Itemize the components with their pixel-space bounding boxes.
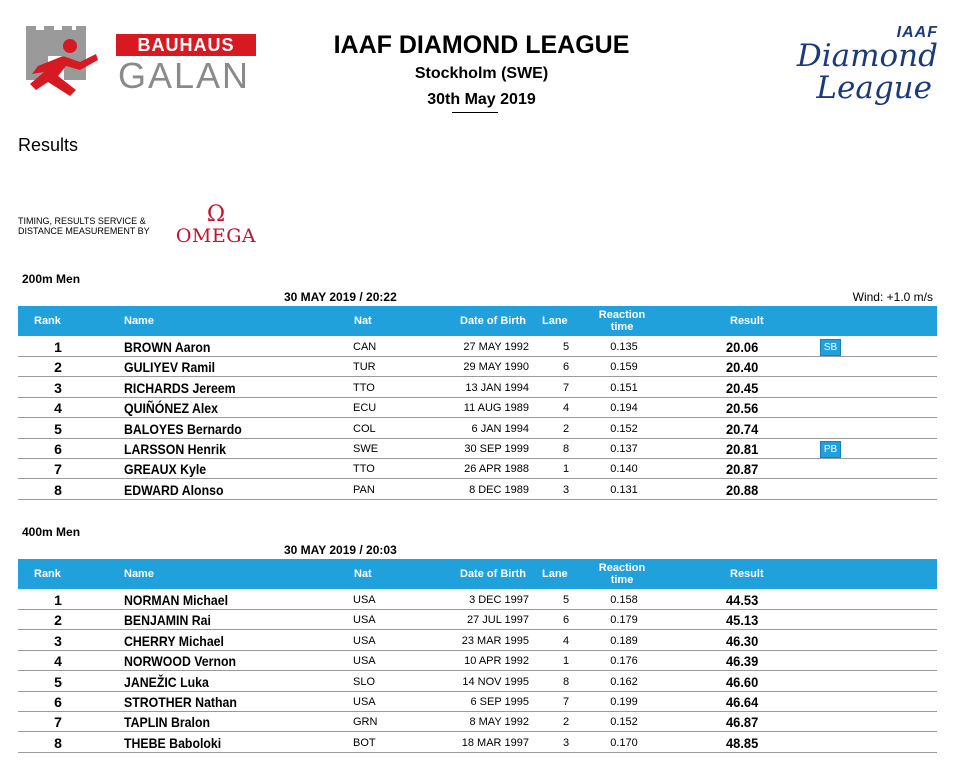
row-athlete-name: JANEŽIC Luka	[124, 673, 209, 690]
row-lane: 2	[562, 422, 570, 435]
row-rank: 8	[54, 734, 62, 751]
row-athlete-name: TAPLIN Bralon	[124, 714, 211, 731]
row-reaction-time: 0.179	[610, 614, 638, 627]
row-result: 45.13	[726, 612, 759, 629]
row-date-of-birth: 13 JAN 1994	[465, 381, 529, 394]
row-rank: 7	[54, 714, 62, 731]
col-result: Result	[730, 315, 764, 327]
row-lane: 1	[562, 655, 570, 668]
col-name: Name	[124, 315, 154, 327]
row-date-of-birth: 30 SEP 1999	[464, 443, 529, 455]
row-reaction-time: 0.159	[610, 361, 638, 374]
row-reaction-time: 0.189	[610, 634, 638, 647]
col-dob: Date of Birth	[460, 568, 526, 580]
table-row	[0, 712, 963, 732]
col-reaction	[596, 309, 648, 333]
timing-credit-line1: TIMING, RESULTS SERVICE &	[18, 216, 146, 226]
row-athlete-name: CHERRY Michael	[124, 632, 224, 649]
row-nationality: TTO	[353, 381, 375, 394]
record-badge: PB	[820, 441, 841, 458]
row-result: 46.87	[726, 714, 759, 731]
row-date-of-birth: 8 DEC 1989	[469, 483, 529, 496]
col-lane: Lane	[542, 568, 568, 580]
row-lane: 8	[562, 675, 570, 688]
row-result: 20.88	[726, 481, 759, 498]
row-date-of-birth: 26 APR 1988	[464, 463, 529, 476]
timing-credit-line2: DISTANCE MEASUREMENT BY	[18, 226, 150, 236]
row-reaction-time: 0.170	[610, 736, 638, 749]
event-title: 400m Men	[22, 525, 81, 539]
table-row	[0, 610, 963, 630]
row-nationality: SWE	[353, 443, 379, 455]
row-lane: 8	[562, 443, 570, 455]
row-nationality: PAN	[353, 483, 375, 496]
row-lane: 2	[562, 716, 570, 729]
row-result: 20.40	[726, 359, 759, 376]
row-rank: 8	[54, 481, 62, 498]
row-date-of-birth: 27 MAY 1992	[463, 341, 529, 353]
row-rank: 7	[54, 461, 62, 478]
row-reaction-time: 0.152	[610, 422, 638, 435]
table-row	[0, 459, 963, 479]
event-datetime: 30 MAY 2019 / 20:22	[284, 290, 397, 304]
row-rank: 1	[54, 339, 62, 355]
row-rank: 4	[54, 400, 62, 417]
row-date-of-birth: 18 MAR 1997	[461, 736, 529, 749]
row-result: 20.06	[726, 339, 759, 355]
row-date-of-birth: 27 JUL 1997	[467, 614, 529, 627]
row-result: 46.64	[726, 694, 759, 710]
row-date-of-birth: 29 MAY 1990	[463, 361, 529, 374]
table-row	[0, 480, 963, 500]
row-divider	[18, 752, 937, 753]
col-dob: Date of Birth	[460, 315, 526, 327]
row-athlete-name: NORWOOD Vernon	[124, 653, 237, 670]
col-reaction-line2: time	[610, 574, 634, 586]
row-lane: 7	[562, 381, 570, 394]
row-result: 46.60	[726, 673, 759, 690]
row-athlete-name: QUIÑÓNEZ Alex	[124, 400, 219, 417]
row-athlete-name: THEBE Baboloki	[124, 734, 222, 751]
row-nationality: COL	[353, 422, 376, 435]
dl-logo-league: League	[816, 70, 932, 106]
meet-city: Stockholm (SWE)	[414, 65, 549, 82]
row-rank: 5	[54, 420, 62, 437]
table-row	[0, 672, 963, 692]
dl-logo-diamond: Diamond	[796, 38, 938, 74]
row-athlete-name: BROWN Aaron	[124, 339, 211, 355]
row-nationality: USA	[353, 696, 376, 708]
row-reaction-time: 0.152	[610, 716, 638, 729]
table-row	[0, 337, 963, 357]
row-divider	[18, 499, 937, 500]
results-heading: Results	[18, 135, 79, 155]
col-reaction-line2: time	[610, 321, 634, 333]
row-date-of-birth: 6 JAN 1994	[471, 422, 529, 435]
row-rank: 6	[54, 694, 62, 710]
col-rank: Rank	[34, 568, 61, 580]
row-lane: 6	[562, 614, 570, 627]
row-athlete-name: BENJAMIN Rai	[124, 612, 211, 629]
col-name: Name	[124, 568, 154, 580]
row-result: 46.30	[726, 632, 759, 649]
row-nationality: BOT	[353, 736, 376, 749]
table-row	[0, 419, 963, 439]
col-nat: Nat	[354, 315, 372, 327]
row-rank: 1	[54, 592, 62, 608]
timing-credit	[18, 216, 168, 236]
row-reaction-time: 0.162	[610, 675, 638, 688]
row-reaction-time: 0.194	[610, 402, 638, 415]
row-athlete-name: RICHARDS Jereem	[124, 379, 236, 396]
bauhaus-brand: BAUHAUS	[116, 34, 256, 56]
omega-brand: OMEGA	[175, 225, 257, 247]
row-nationality: TTO	[353, 463, 375, 476]
table-row	[0, 590, 963, 610]
diamond-league-logo	[778, 24, 938, 108]
omega-symbol-icon: Ω	[206, 202, 226, 227]
row-result: 44.53	[726, 592, 759, 608]
table-row	[0, 733, 963, 753]
row-athlete-name: GREAUX Kyle	[124, 461, 207, 478]
row-nationality: USA	[353, 614, 376, 627]
row-rank: 2	[54, 359, 62, 376]
dl-logo-iaaf: IAAF	[896, 24, 938, 41]
row-date-of-birth: 6 SEP 1995	[470, 696, 529, 708]
row-lane: 4	[562, 634, 570, 647]
row-reaction-time: 0.158	[610, 594, 638, 606]
row-reaction-time: 0.176	[610, 655, 638, 668]
table-row	[0, 398, 963, 418]
row-date-of-birth: 11 AUG 1989	[463, 402, 529, 415]
row-date-of-birth: 10 APR 1992	[464, 655, 529, 668]
row-result: 48.85	[726, 734, 759, 751]
row-date-of-birth: 23 MAR 1995	[461, 634, 529, 647]
row-result: 20.81	[726, 441, 759, 457]
row-reaction-time: 0.135	[610, 341, 638, 353]
row-result: 46.39	[726, 653, 759, 670]
row-nationality: ECU	[353, 402, 377, 415]
row-date-of-birth: 14 NOV 1995	[462, 675, 529, 688]
event-title: 200m Men	[22, 272, 81, 286]
row-athlete-name: STROTHER Nathan	[124, 694, 237, 710]
row-nationality: USA	[353, 634, 376, 647]
omega-logo	[168, 204, 264, 252]
row-reaction-time: 0.131	[610, 483, 638, 496]
row-reaction-time: 0.140	[610, 463, 638, 476]
row-nationality: CAN	[353, 341, 377, 353]
row-result: 20.87	[726, 461, 759, 478]
row-reaction-time: 0.151	[610, 381, 638, 394]
col-lane: Lane	[542, 315, 568, 327]
row-reaction-time: 0.137	[610, 443, 638, 455]
col-nat: Nat	[354, 568, 372, 580]
table-row	[0, 692, 963, 712]
row-lane: 3	[562, 736, 570, 749]
col-rank: Rank	[34, 315, 61, 327]
table-row	[0, 631, 963, 651]
table-header	[18, 306, 937, 336]
row-lane: 6	[562, 361, 570, 374]
row-rank: 4	[54, 653, 62, 670]
record-badge: SB	[820, 339, 841, 356]
table-row	[0, 378, 963, 398]
galan-meet-name: GALAN	[118, 55, 251, 96]
row-nationality: SLO	[353, 675, 376, 688]
row-result: 20.74	[726, 420, 759, 437]
col-reaction	[596, 562, 648, 586]
table-row	[0, 651, 963, 671]
row-nationality: USA	[353, 594, 376, 606]
row-lane: 1	[562, 463, 570, 476]
table-row	[0, 357, 963, 377]
meet-date: 30th May 2019	[427, 91, 536, 108]
row-rank: 5	[54, 673, 62, 690]
row-athlete-name: BALOYES Bernardo	[124, 420, 242, 437]
row-result: 20.56	[726, 400, 759, 417]
row-nationality: GRN	[353, 716, 378, 729]
row-rank: 3	[54, 379, 62, 396]
row-date-of-birth: 8 MAY 1992	[469, 716, 529, 729]
row-lane: 7	[562, 696, 570, 708]
row-nationality: USA	[353, 655, 376, 668]
row-lane: 3	[562, 483, 570, 496]
table-row	[0, 439, 963, 459]
page-title: IAAF DIAMOND LEAGUE	[333, 31, 630, 59]
row-reaction-time: 0.199	[610, 696, 638, 708]
row-athlete-name: GULIYEV Ramil	[124, 359, 216, 376]
row-lane: 5	[562, 341, 570, 353]
date-underline	[452, 112, 498, 113]
row-athlete-name: EDWARD Alonso	[124, 481, 224, 498]
row-nationality: TUR	[353, 361, 376, 374]
row-rank: 3	[54, 632, 62, 649]
col-reaction-line1: Reaction	[598, 562, 646, 574]
event-datetime: 30 MAY 2019 / 20:03	[284, 543, 397, 557]
row-athlete-name: NORMAN Michael	[124, 592, 229, 608]
row-lane: 5	[562, 594, 570, 606]
row-athlete-name: LARSSON Henrik	[124, 441, 227, 457]
table-header	[18, 559, 937, 589]
row-rank: 6	[54, 441, 62, 457]
row-rank: 2	[54, 612, 62, 629]
row-result: 20.45	[726, 379, 759, 396]
col-result: Result	[730, 568, 764, 580]
event-wind: Wind: +1.0 m/s	[852, 290, 933, 304]
row-lane: 4	[562, 402, 570, 415]
row-date-of-birth: 3 DEC 1997	[469, 594, 529, 606]
col-reaction-line1: Reaction	[598, 309, 646, 321]
